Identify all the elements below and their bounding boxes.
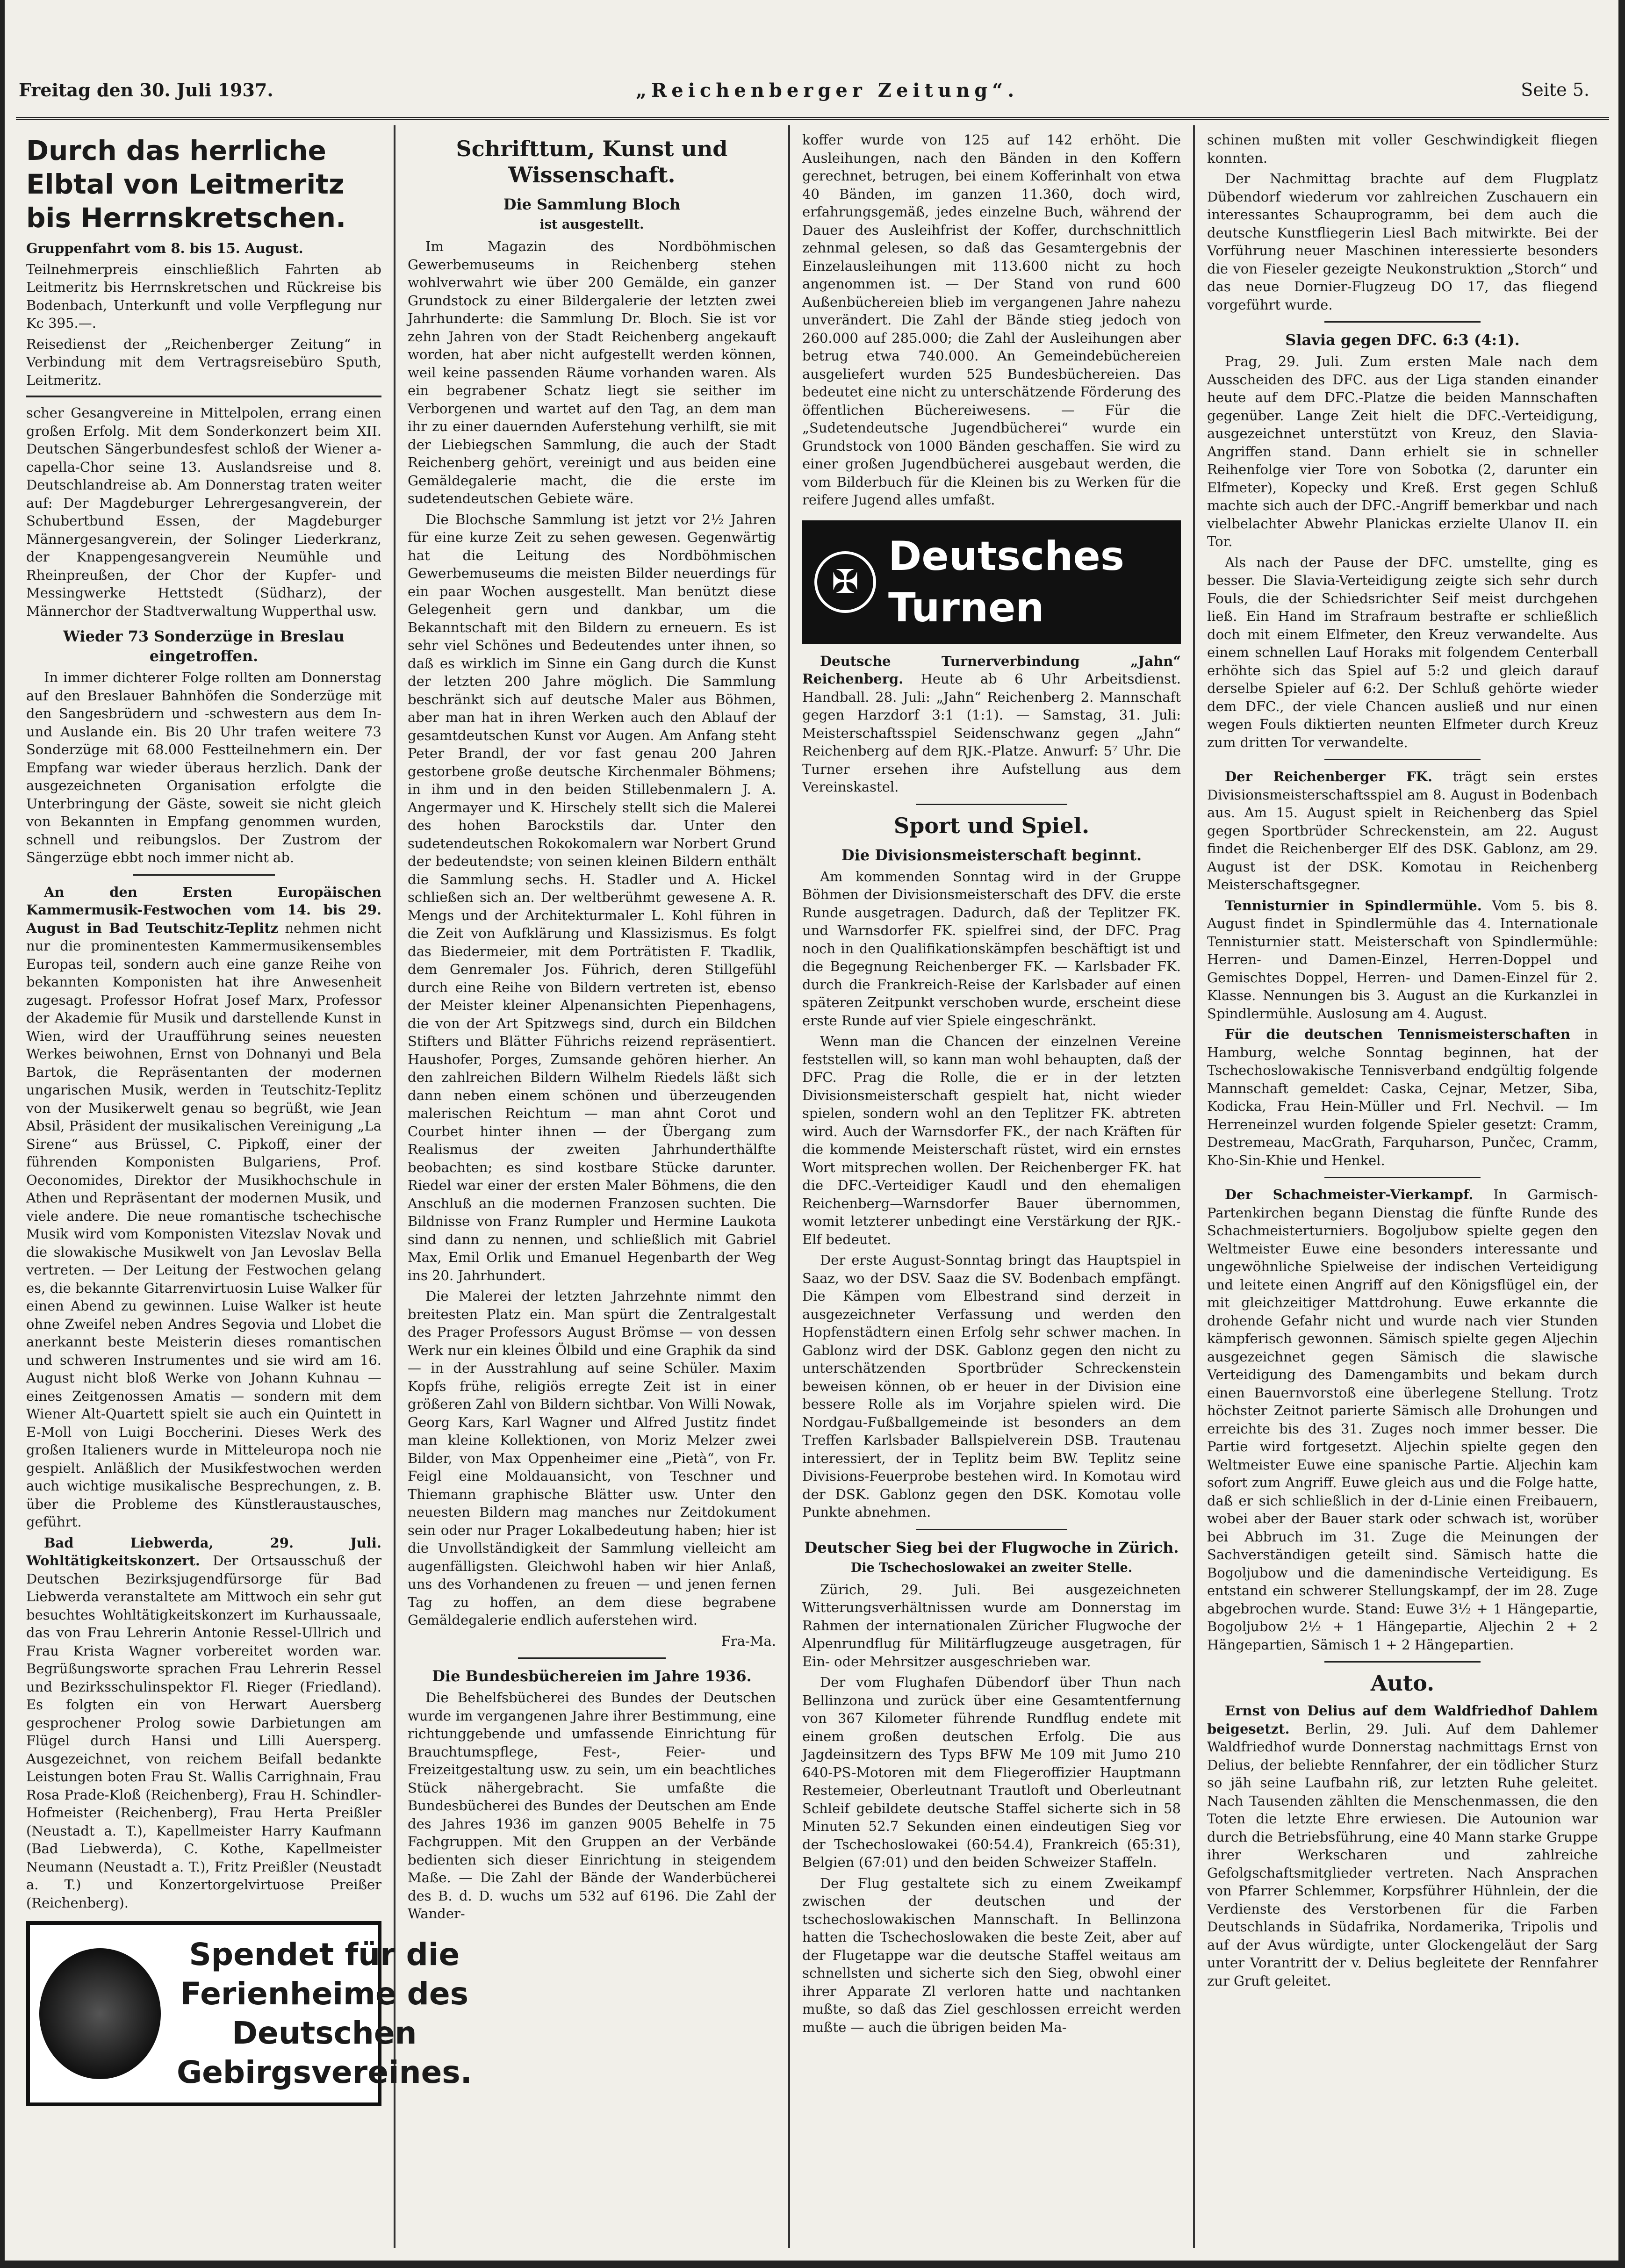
article-paragraph: koffer wurde von 125 auf 142 erhöht. Die Ausleihungen, nach den Bänden in den Koffern gerechnet, betrugen, bei einem Kofferinhalt von etwa 40 Bänden, im ganzen 11.360, doch wird, erfahrungsgemäß, jedes einzelne Buch, während der Dauer des Ausleihfrist der Koffer, durchschnittlich zehnmal gelesen, so daß das Gesamtergebnis der Einzelausleihungen mit 113.600 nicht zu hoch angenommen ist. — Der Stand von rund 600 Außenbüchereien blieb im vergangenen Jahre nahezu unverändert. Die Zahl der Bände stieg jedoch von 260.000 auf 285.000; die Zahl der Ausleihungen aber betrug etwa 740.000. An Gemeindebüchereien ausgeliefert wurden 525 Bundesbüchereien. Das bedeutet eine nicht zu unterschätzende Förderung des öffentlichen Büchereiwesens. — Für die „Sudetendeutsche Jugendbücherei“ wurde ein Grundstock von 1000 Bänden geschaffen. Sie wird zu einer großen Jugendbücherei ausgebaut werden, die vom Bilderbuch für die Kleinen bis zu Werken für die reifere Jugend alles umfaßt. <box>802 132 1181 508</box>
article-paragraph: Der erste August-Sonntag bringt das Hauptspiel in Saaz, wo der DSV. Saaz die SV. Bodenbach empfängt. Die Kämpen vom Elbestrand sind derzeit in ausgezeichneter Verfassung und werden den Hopfenstädtern einen Erfolg sehr schwer machen. In Gablonz wird der DSK. Gablonz gegen den nicht zu unterschätzenden Sportbrüder Schreckenstein beweisen können, ob er heuer in der Division eine bessere Rolle als im Vorjahre spielen wird. Die Nordgau-Fußballgemeinde ist besonders an dem Treffen Karlsbader Ballspielverein DSB. Trautenau interessiert, der in Teplitz beim BW. Teplitz seine Divisions-Feuerprobe bestehen wird. In Komotau wird der DSK. Gablonz gegen den DSK. Komotau volle Punkte abnehmen. <box>802 1252 1181 1520</box>
headline-elbtal: Durch das herrliche Elbtal von Leitmeritz bis Herrnskretschen. <box>26 135 346 234</box>
paragraph-lead: Ernst von Delius auf dem Waldfriedhof Dahlem beigesetzt. <box>1207 1703 1598 1737</box>
article-paragraph: Prag, 29. Juli. Zum ersten Male nach dem Ausscheiden des DFC. aus der Liga standen einander heute auf dem DFC.-Platze die beiden Mannschaften gegenüber. Lange Zeit hielt die DFC.-Verteidigung, ausgezeichnet unterstützt von Kreuz, den Slavia-Angriffen stand. Dann erhielt sie in schneller Reihenfolge vier Tore von Sobotka (2, darunter ein Elfmeter), Kopecky und Kreß. Erst gegen Schluß machte sich auch der DFC.-Angriff bemerkbar und nach vielbelachter Abwehr Planickas erzielte Ulanov II. ein Tor. <box>1207 353 1598 549</box>
divider <box>1324 1661 1481 1663</box>
article-paragraph: Die Behelfsbücherei des Bundes der Deutschen wurde im vergangenen Jahre ihrer Bestimmung, eine richtunggebende und umfassende Einrichtung für Brauchtumspflege, Fest-, Feier- und Freizeitgestaltung usw. zu sein, um ein beachtliches Stück nähergebracht. Sie umfaßte die Bundesbücherei des Bundes der Deutschen am Ende des Jahres 1936 im ganzen 9005 Behelfe in 75 Fachgruppen. Mit den Gruppen an der Verbände bedienten sich dieser Einrichtung in steigendem Maße. — Die Zahl der Bände der Wanderbücherei des B. d. D. wuchs um 532 auf 6196. Die Zahl der Wander- <box>408 1690 776 1922</box>
issue-date: Freitag den 30. Juli 1937. <box>19 79 273 101</box>
advertisement-box <box>26 1921 472 2106</box>
paragraph-lead: Bad Liebwerda, 29. Juli. Wohltätigkeitskonzert. <box>26 1534 381 1569</box>
subheadline-zurich: Die Tschechoslowakei an zweiter Stelle. <box>850 1560 1133 1575</box>
paragraph-lead: Deutsche Turnerverbindung „Jahn“ Reichenberg. <box>802 653 1181 687</box>
column-1 <box>16 131 472 2235</box>
paragraph-lead: Der Schachmeister-Vierkampf. <box>1225 1187 1474 1202</box>
article-paragraph: Im Magazin des Nordböhmischen Gewerbemuseums in Reichenberg stehen wohlverwahrt wie über 200 Gemälde, ein ganzer Grundstock zu einer Bildergalerie der letzten zwei Jahrhunderte: die Sammlung Dr. Bloch. Sie ist vor zehn Jahren von der Stadt Reichenberg angekauft worden, hat aber nicht aufgestellt werden können, weil keine passenden Räume vorhanden waren. Als ein begrabener Schatz liegt sie seither im Verborgenen und wartet auf den Tag, an dem man ihr zu einer dauernden Auferstehung verhilft, sie mit der Liebiegschen Sammlung, die auch der Stadt Reichenberg gehört, vereinigt und aus beiden eine Gemäldegalerie macht, die die erste im sudetendeutschen Gebiete wäre. <box>408 238 776 506</box>
divider <box>133 874 275 876</box>
headline-buechereien: Die Bundesbüchereien im Jahre 1936. <box>432 1667 752 1685</box>
headline-bloch: Die Sammlung Bloch <box>503 195 681 213</box>
divider <box>1324 321 1481 323</box>
article-paragraph: Am kommenden Sonntag wird in der Gruppe Böhmen der Divisionsmeisterschaft des DFV. die erste Runde ausgetragen. Dadurch, daß der Teplitzer FK. und Warnsdorfer FK. spielfrei sind, der DFC. Prag noch in den Qualifikationskämpfen beschäftigt ist und die Begegnung Reichenberger FK. — Karlsbader FK. durch die Frankreich-Reise der Karlsbader auf einen späteren Zeitpunkt verschoben wurde, erscheint diese erste Runde auf vier Spiele eingeschränkt. <box>802 868 1181 1029</box>
article-paragraph: in Hamburg, welche Sonntag beginnen, hat der Tschechoslowakische Tennisverband endgültig folgende Mannschaft gemeldet: Caska, Cejnar, Metzer, Siba, Kodicka, Frau Hein-Müller und Frl. Nechvil. — Im Herreneinzel wurden folgende Spieler gesetzt: Cramm, Destremeau, MacGrath, Farquharson, Punčec, Cramm, Kho-Sin-Khie und Henkel. <box>1207 1026 1598 1168</box>
article-paragraph: Als nach der Pause der DFC. umstellte, ging es besser. Die Slavia-Verteidigung zeigte sich sehr durch Fouls, die der Schiedsrichter Seif meist durchgehen ließ. Ein Hand im Strafraum bestrafte er schließlich doch mit einem Elfmeter, den Kreuz verwandelte. Aus einem schnellen Lauf Horaks mit folgendem Centerball erhöhte sich das Spiel auf 5:2 und gleich darauf derselbe Spieler auf 6:2. Der Schluß gehörte wieder dem DFC., der viele Chancen ausließ und nur einen wegen Fouls diktierten neunten Elfmeter durch Kreuz zum dritten Tor verwandelte. <box>1207 554 1598 750</box>
paragraph-lead: An den Ersten Europäischen Kammermusik-Festwochen vom 14. bis 29. August in Bad Teutschitz-Teplitz <box>26 884 381 936</box>
column-divider <box>394 125 395 2248</box>
headline-breslau: Wieder 73 Sonderzüge in Breslau eingetroffen. <box>63 627 345 665</box>
section-title-culture: Schrifttum, Kunst und Wissenschaft. <box>456 136 728 187</box>
article-paragraph: Der Nachmittag brachte auf dem Flugplatz Dübendorf wiederum vor zahlreichen Zuschauern ein interessantes Schauprogramm, bei dem auch die deutsche Kunstfliegerin Liesl Bach mitwirkte. Bei der Vorführung neuer Maschinen interessierte besonders die von Fieseler gezeigte Neukonstruktion „Storch“ und das neue Dornier-Flugzeug DO 17, das fliegend vorgeführt wurde. <box>1207 171 1598 313</box>
article-paragraph: Heute ab 6 Uhr Arbeitsdienst. Handball. 28. Juli: „Jahn“ Reichenberg 2. Mannschaft gegen Harzdorf 3:1 (1:1). — Samstag, 31. Juli: Meisterschaftsspiel Seidenschwanz gegen „Jahn“ Reichenberg auf dem RJK.-Platze. Anwurf: 5⁷ Uhr. Die Turner ersehen ihre Aufstellung aus dem Vereinskastel. <box>802 671 1181 795</box>
headline-slavia: Slavia gegen DFC. 6:3 (4:1). <box>1285 331 1520 349</box>
column-divider <box>1193 125 1195 2248</box>
masthead-rule <box>16 117 1609 120</box>
column-divider <box>788 125 790 2248</box>
article-paragraph: Die Malerei der letzten Jahrzehnte nimmt den breitesten Platz ein. Man spürt die Zentralgestalt des Prager Professors August Brömse — von dessen Werk nur ein kleines Ölbild und eine Graphik da sind — in der Ausstrahlung auf seine Schüler. Maxim Kopfs frühe, religiös erregte Zeit ist in einer größeren Zahl von Bildern sichtbar. Von Willi Nowak, Georg Kars, Karl Wagner und Alfred Justitz findet man kleine Kollektionen, von Moriz Melzer zwei Bilder, von Max Oppenheimer eine „Pietà“, von Fr. Feigl eine Moldauansicht, von Teschner und Thiemann graphische Blätter usw. Unter den neuesten Bildern mag manches nur Zeitdokument sein oder nur Prager Lokalbedeutung haben; hier ist die Unvollständigkeit der Sammlung vielleicht am augenfälligsten. Gleichwohl haben wir hier Anlaß, uns des Vorhandenen zu freuen — und jenen fernen Tag zu hoffen, an dem diese begrabene Gemäldegalerie endlich auferstehen wird. <box>408 1288 776 1628</box>
newspaper-name: „Reichenberger Zeitung“. <box>636 79 1019 101</box>
trip-service: Reisedienst der „Reichenberger Zeitung“ in Verbindung mit dem Vertragsreisebüro Sputh, Leitmeritz. <box>26 336 381 388</box>
trip-price: Teilnehmerpreis einschließlich Fahrten ab Leitmeritz bis Herrnskretschen und Rückreise bis Bodenbach, Unterkunft und volle Verpflegung nur Kc 395.—. <box>26 261 381 331</box>
article-paragraph: scher Gesangvereine in Mittelpolen, errang einen großen Erfolg. Mit dem Sonderkonzert beim XII. Deutschen Sängerbundesfest schloß der Wiener a-capella-Chor seine 13. Auslandsreise und 8. Deutschlandreise ab. Am Donnerstag traten weiter auf: Der Magdeburger Lehrergesangverein, der Schubertbund Essen, der Magdeburger Männergesangverein, der Solinger Liederkranz, der Knappengesangverein Neumühle und Rheinpreußen, der Chor der Kupfer- und Messingwerke Hettstedt (Südharz), der Männerchor der Stadtverwaltung Wupperthal usw. <box>26 405 381 619</box>
divider <box>916 804 1067 805</box>
article-paragraph: In immer dichterer Folge rollten am Donnerstag auf den Breslauer Bahnhöfen die Sonderzüge mit den Sangesbrüdern und -schwestern aus dem In- und Auslande ein. Bis 20 Uhr trafen weitere 73 Sonderzüge mit 68.000 Festteilnehmern ein. Der Empfang war wieder überaus herzlich. Dank der ausgezeichneten Organisation erfolgte die Unterbringung der Gäste, soweit sie nicht gleich von Bekannten in Empfang genommen wurden, schnell und reibungslos. Der Zustrom der Sängerzüge ebbt noch immer nicht ab. <box>26 670 381 865</box>
divider <box>1324 1177 1481 1178</box>
headline-zurich: Deutscher Sieg bei der Flugwoche in Zürich. <box>804 1538 1179 1556</box>
headline-division: Die Divisionsmeisterschaft beginnt. <box>841 846 1142 864</box>
article-paragraph: schinen mußten mit voller Geschwindigkeit fliegen konnten. <box>1207 132 1598 166</box>
paragraph-lead: Für die deutschen Tennismeisterschaften <box>1225 1026 1570 1042</box>
article-paragraph: Der Ortsausschuß der Deutschen Bezirksjugendfürsorge für Bad Liebwerda veranstaltete am Mittwoch ein sehr gut besuchtes Wohltätigkeitskonzert im Kurhaussaale, das von Frau Lehrerin Antonie Ressel-Ullrich und Frau Krista Wagner vorbereitet worden war. Begrüßungsworte sprachen Frau Lehrerin Ressel und Bezirksschulinspektor Fl. Rieger (Friedland). Es folgten ein von Herwart Auersberg gesprochener Prolog sowie Darbietungen am Flügel durch Hansi und Lilli Auersperg. Ausgezeichnet, von reichem Beifall bedankte Leistungen boten Frau St. Wallis Carrighnain, Frau Rosa Prade-Kloß (Reichenberg), Frau H. Schindler-Hofmeister (Reichenberg), Frau Herta Preißler (Neustadt a. T.), Kapellmeister Harry Kaufmann (Bad Liebwerda), C. Kothe, Kapellmeister Neumann (Neustadt a. T.), Fritz Preißler (Neustadt a. T.) und Konzertorgelvirtuose Preißer (Reichenberg). <box>26 1553 381 1911</box>
paragraph-lead: Tennisturnier in Spindlermühle. <box>1225 897 1482 914</box>
article-paragraph: In Garmisch-Partenkirchen begann Dienstag die fünfte Runde des Schachmeisterturniers. Bogoljubow spielte gegen den Weltmeister Euwe eine besonders interessante und ungewöhnliche Spielweise der indischen Verteidigung und leitete einen Angriff auf den Königsflügel ein, der mit gleichzeitiger Mattdrohung. Euwe erkannte die drohende Gefahr nicht und wurde nach vier Stunden kämpferisch gewonnen. Sämisch spielte gegen Aljechin ausgezeichnet gegen Sämisch die slawische Verteidigung des Damengambits und bekam durch einen Bauernvorstoß eine überlegene Stellung. Trotz höchster Zeitnot parierte Sämisch alle Drohungen und erreichte bis des 31. Zuges noch immer besser. Die Partie wird fortgesetzt. Aljechin spielte gegen den Weltmeister Euwe eine spanische Partie. Aljechin kam sofort zum Angriff. Euwe gleich aus und die Folge hatte, daß er sich schließlich in der d-Linie einen Freibauern, wobei aber der Bauer stark oder schwach ist, worüber bei Abbruch im 31. Zuge die Meinungen der Sachverständigen geteilt sind. Sämisch hatte die Bogoljubow und die damenindische Verteidigung. Es entstand ein schwerer Stellungskampf, der im 28. Zuge abgebrochen wurde. Stand: Euwe 3½ + 1 Hängepartie, Bogoljubow 2½ + 1 Hängepartie, Aljechin 2 + 2 Hängepartien, Sämisch 1 + 2 Hängepartien. <box>1207 1187 1598 1653</box>
subheadline-bloch: ist ausgestellt. <box>539 217 644 232</box>
banner-title: Deutsches Turnen <box>888 533 1124 631</box>
column-2 <box>397 131 786 2235</box>
divider <box>518 1657 665 1659</box>
column-4 <box>1197 131 1608 2235</box>
article-paragraph: Vom 5. bis 8. August findet in Spindlermühle das 4. Internationale Tennisturnier statt. Meisterschaft von Spindlermühle: Herren- und Damen-Einzel, Herren-Doppel und Gemischtes Doppel, Herren- und Damen-Einzel für 2. Klasse. Nennungen bis 3. August an die Kurkanzlei in Spindlermühle. Auslosung am 4. August. <box>1207 897 1598 1022</box>
paragraph-lead: Der Reichenberger FK. <box>1225 769 1432 785</box>
article-paragraph: nehmen nicht nur die prominentesten Kammermusikensembles Europas teil, sondern auch eine ganze Reihe von bekannten Komponisten hat ihre Anwesenheit zugesagt. Professor Hofrat Josef Marx, Professor der Akademie für Musik und darstellende Kunst in Wien, wird der Uraufführung seines neuesten Werkes beiwohnen, Ernst von Dohnanyi und Bela Bartok, die Repräsentanten der modernen ungarischen Musik, werden in Teutschitz-Teplitz von der Musikerwelt genau so begrüßt, wie Jean Absil, Präsident der musikalischen Vereinigung „La Sirene“ aus Brüssel, C. Pipkoff, einer der führenden Komponisten Bulgariens, Prof. Oeconomides, Direktor der Musikhochschule in Athen und Repräsentant der modernen Musik, und viele andere. Die neue romantische tschechische Musik wird vom Komponisten Vitezslav Novak und die slowakische Musikwelt von Jan Levoslav Bella vertreten. — Der Leitung der Festwochen gelang es, die bekannte Gitarrenvirtuosin Luise Walker für einen Abend zu gewinnen. Luise Walker ist heute ohne Zweifel neben Andres Segovia und Llobet die anerkannt beste Meisterin dieses romantischen und schweren Instrumentes und sie wird am 16. August nicht bloß Werke von Johann Kuhnau — eines Zeitgenossen Amatis — sondern mit dem Wiener Alt-Quartett spielt sie auch ein Quintett in E-Moll von Luigi Boccherini. Dieses Werk des großen Italieners wurde in Mitteleuropa noch nie gespielt. Anläßlich der Musikfestwochen werden auch wichtige musikalische Besprechungen, z. B. über die Probleme des Künstleraustausches, geführt. <box>26 920 381 1530</box>
article-paragraph: Berlin, 29. Juli. Auf dem Dahlemer Waldfriedhof wurde Donnerstag nachmittags Ernst von Delius, der beliebte Rennfahrer, der ein tödlicher Sturz so jäh seine Laufbahn riß, zur letzten Ruhe geleitet. Nach Tausenden zählten die Menschenmassen, die den Toten die letzte Ehre erwiesen. Die Autounion war durch die Betriebsführung, eine 40 Mann starke Gruppe ihrer Werkscharen und zahlreiche Gefolgschaftsmitglieder vertreten. Nach Ansprachen von Pfarrer Schlemmer, Korpsführer Hühnlein, der die Verdienste des Verstorbenen für die Farben Deutschlands in Südafrika, Nordamerika, Tripolis und auf der Avus würdigte, unter Glockengeläut der Sarg unter Vorantritt der v. Delius begleitete der Rennfahrer zur Gruft geleitet. <box>1207 1721 1598 1989</box>
gebirgsverein-emblem-icon <box>39 1948 161 2079</box>
page-number: Seite 5. <box>1521 79 1589 100</box>
article-paragraph: trägt sein erstes Divisionsmeisterschaftsspiel am 8. August in Bodenbach aus. Am 15. August spielt in Reichenberg das Spiel gegen Sportbrüder Schreckenstein, am 22. August findet die Reichenberger Elf des DSK. Gablonz, am 29. August ist der DSK. Komotau in Reichenberg Meisterschaftsgegner. <box>1207 769 1598 893</box>
author-signature: Fra-Ma. <box>721 1633 776 1649</box>
turnen-banner <box>802 520 1181 644</box>
article-paragraph: Zürich, 29. Juli. Bei ausgezeichneten Witterungsverhältnissen wurde am Donnerstag im Rahmen der internationalen Züricher Flugwoche der Alpenrundflug für Militärflugzeuge ausgetragen, für Ein- oder Mehrsitzer ausgeschrieben war. <box>802 1581 1181 1670</box>
section-rule <box>26 396 381 397</box>
masthead <box>19 79 1608 112</box>
article-paragraph: Der Flug gestaltete sich zu einem Zweikampf zwischen der deutschen und der tschechoslowakischen Mannschaft. In Bellinzona hatten die Tschechoslowaken die beste Zeit, aber auf der Flugetappe war die deutsche Staffel weitaus am schnellsten und sicherte sich den Sieg, obwohl einer ihrer Apparate Zl verloren hatte und nachtanken mußte, so daß das Ziel geschlossen erreicht werden mußte — auch die übrigen beiden Ma- <box>802 1875 1181 2035</box>
divider <box>916 1529 1067 1530</box>
article-paragraph: Wenn man die Chancen der einzelnen Vereine feststellen will, so kann man wohl behaupten, daß der DFC. Prag die Rolle, die er in der letzten Divisionsmeisterschaft gespielt hat, nicht wieder spielen, sondern wohl an den Teplitzer FK. abtreten wird. Auch der Warnsdorfer FK., der nach Kräften für die kommende Meisterschaft rüstet, wird ein ernstes Wort mitsprechen wollen. Der Reichenberger FK. hat die DFC.-Verteidiger Kaudl und den ehemaligen Reichenberg—Warnsdorfer Bauer übernommen, womit letzterer unbedingt eine Verstärkung der RJK.-Elf bedeutet. <box>802 1033 1181 1247</box>
advertisement-text: Spendet für die Ferienheime des Deutschen Gebirgsvereines. <box>177 1937 472 2090</box>
section-title-auto: Auto. <box>1370 1670 1435 1696</box>
trip-dates: Gruppenfahrt vom 8. bis 15. August. <box>26 240 303 256</box>
section-title-sport: Sport und Spiel. <box>893 813 1090 838</box>
article-paragraph: Der vom Flughafen Dübendorf über Thun nach Bellinzona und zurück über eine Gesamtentfernung von 367 Kilometer führende Rundflug endete mit einem großen deutschen Erfolg. Die aus Jagdeinsitzern des Typs BFW Me 109 mit Jumo 210 640-PS-Motoren mit dem Fliegeroffizier Hauptmann Restemeier, Oberleutnant Trautloft und Oberleutnant Schleif gebildete deutsche Staffel sicherte sich in 58 Minuten 52.7 Sekunden einen eindeutigen Sieg vor der Tschechoslowakei (60:54.4), Frankreich (65:31), Belgien (67:01) und den beiden Schweizer Staffeln. <box>802 1674 1181 1870</box>
column-3 <box>792 131 1191 2235</box>
turner-cross-icon: ✠ <box>814 551 876 613</box>
article-paragraph: Die Blochsche Sammlung ist jetzt vor 2½ Jahren für eine kurze Zeit zu sehen gewesen. Gegenwärtig hat die Leitung des Nordböhmischen Gewerbemuseums die meisten Bilder neuerdings für ein paar Wochen ausgestellt. Man benützt diese Gelegenheit gern und dankbar, um die Bekanntschaft mit den Bildern zu erneuern. Es ist sehr viel Schönes und Bedeutendes unter ihnen, so daß es wirklich im Sinne ein Gang durch die Kunst der letzten 200 Jahre möglich. Die Sammlung beschränkt sich auf deutsche Maler aus Böhmen, aber man hat in ihren Werken auch den Ablauf der gesamtdeutschen Kunst vor Augen. Am Anfang steht Peter Brandl, der vor fast genau 200 Jahren gestorbene große deutsche Kirchenmaler Böhmens; in ihm und in den beiden Stillebenmalern J. A. Angermayer und K. Hirschely stellt sich die Malerei des hohen Barockstils dar. Unter den sudetendeutschen Rokokomalern war Norbert Grund der bedeutendste; von seinen kleinen Bildern enthält die Sammlung sechs. H. Stadler und A. Hickel schließen sich an. Der weltberühmt gewesene A. R. Mengs und der Architekturmaler L. Kohl führen in die Zeit von Aufklärung und Klassizismus. Es folgt das Biedermeier, mit dem Porträtisten F. Tkadlik, dem Genremaler Jos. Führich, deren Stillgefühl durch eine Reihe von Bildern vertreten ist, ebenso der Meister kleiner Alpenansichten Piepenhagens, die von der Art Spitzwegs sind, durch ein Bildchen Stifters und Blätter Führichs reizend repräsentiert. Haushofer, Porges, Zumsande gehören hierher. An den zahlreichen Bildern Wilhelm Riedels läßt sich dann neben einem schönen und überzeugenden malerischen Reichtum — man ahnt Corot und Courbet hinter ihnen — der Übergang zum Realismus der zweiten Jahrhunderthälfte beobachten; es sind kostbare Stücke darunter. Riedel war einer der ersten Maler Böhmens, die den Anschluß an die modernen Franzosen suchten. Die Bildnisse von Franz Rumpler und Hermine Laukota sind dann zu nennen, und schließlich mit Gabriel Max, Emil Orlik und Emanuel Hegenbarth der Weg ins 20. Jahrhundert. <box>408 511 776 1283</box>
divider <box>1324 759 1481 760</box>
